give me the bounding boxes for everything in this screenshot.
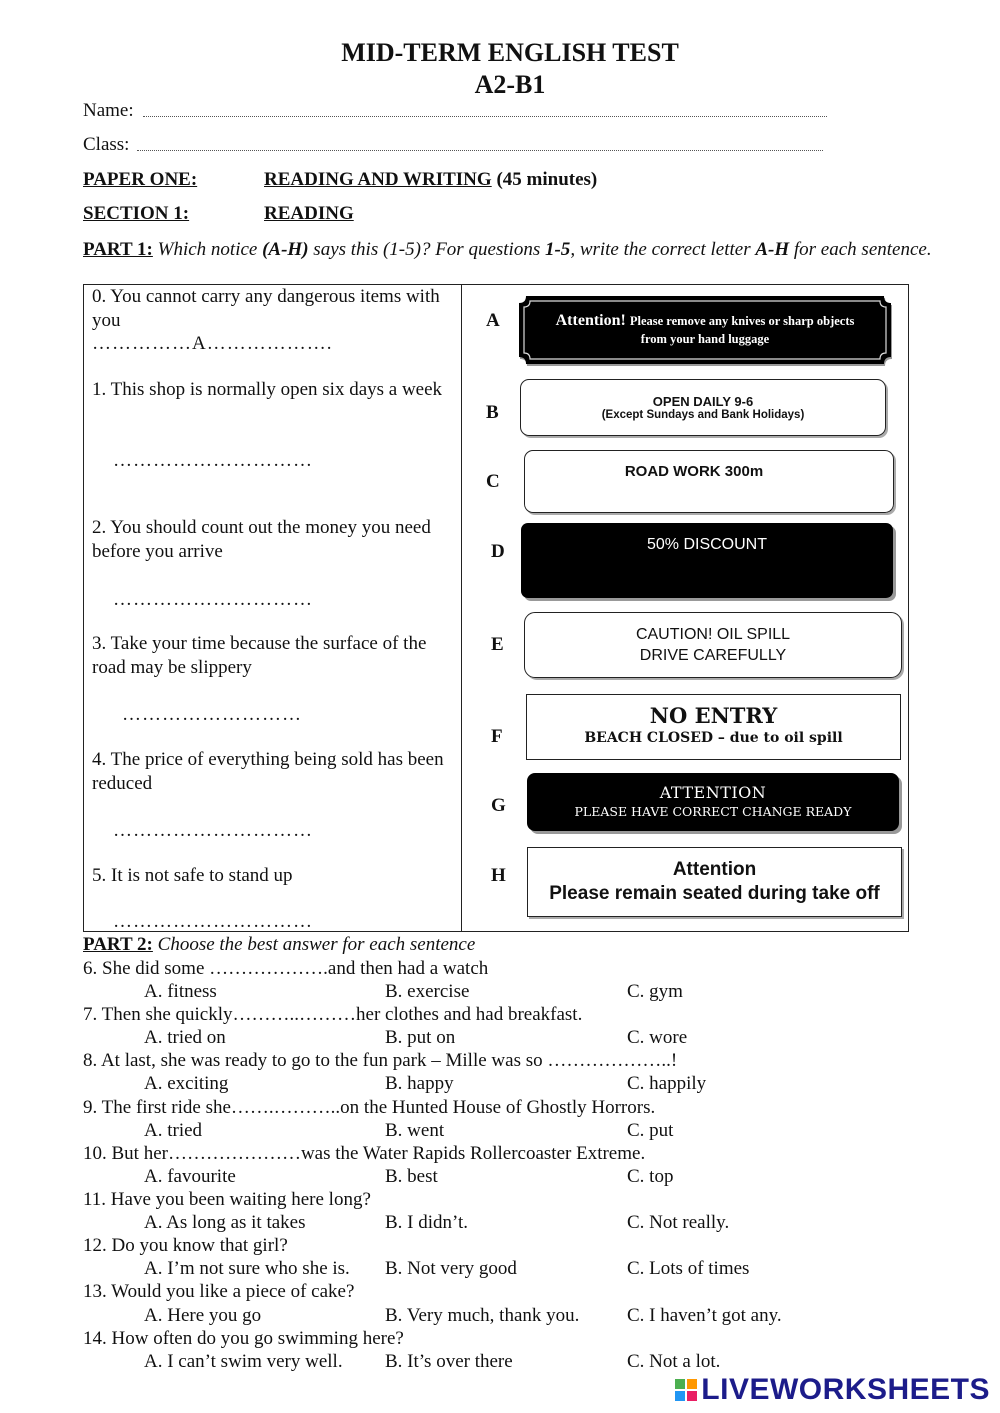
section-label: SECTION 1: — [83, 203, 190, 224]
part1-instruction — [83, 238, 941, 261]
q10-option-a[interactable]: A. favourite — [144, 1166, 236, 1187]
notice-a — [516, 293, 894, 367]
q13-option-c[interactable]: C. I haven’t got any. — [627, 1305, 782, 1326]
notice-g — [527, 773, 899, 831]
page-title: MID-TERM ENGLISH TEST — [341, 38, 679, 67]
part2-instruction — [83, 934, 475, 956]
notice-h-line2: Please remain seated during take off — [549, 883, 880, 904]
q14-option-a[interactable]: A. I can’t swim very well. — [144, 1351, 343, 1372]
example-answer: ……………A………………. — [92, 333, 333, 354]
notice-letter-a: A — [486, 310, 500, 331]
notice-d — [521, 523, 893, 598]
part1-instr-a: Which notice — [157, 239, 258, 260]
question-1: 1. This shop is normally open six days a week — [92, 379, 443, 400]
q13-option-a[interactable]: A. Here you go — [144, 1305, 262, 1326]
part2-label: PART 2: — [83, 934, 153, 955]
answer-3-field[interactable]: ……………………… — [122, 704, 302, 725]
part1-label: PART 1: — [83, 239, 153, 260]
paper-title: READING AND WRITING — [264, 169, 492, 190]
notice-c-line1: ROAD WORK 300m — [624, 463, 764, 480]
q8-option-b[interactable]: B. happy — [385, 1073, 454, 1094]
q14-option-b[interactable]: B. It’s over there — [385, 1351, 513, 1372]
notice-b — [520, 379, 886, 436]
part1-instr-g: for each — [793, 239, 857, 260]
q9-option-a[interactable]: A. tried — [144, 1120, 203, 1141]
answer-4-field[interactable]: ………………………… — [113, 820, 313, 841]
notice-b-line1: OPEN DAILY 9-6 — [652, 394, 754, 409]
q11-option-b[interactable]: B. I didn’t. — [385, 1212, 469, 1233]
notice-h — [527, 847, 902, 917]
level-title: A2-B1 — [474, 70, 546, 99]
section-title: READING — [264, 203, 354, 224]
notice-f-line1: NO ENTRY — [649, 703, 778, 728]
q12-option-b[interactable]: B. Not very good — [385, 1258, 517, 1279]
part1-instr-h: sentence. — [861, 239, 932, 260]
q8-option-a[interactable]: A. exciting — [144, 1073, 229, 1094]
notice-g-line2: PLEASE HAVE CORRECT CHANGE READY — [574, 804, 852, 819]
part1-instr-c: says this (1-5)? For questions — [313, 239, 541, 260]
q9-option-c[interactable]: C. put — [627, 1120, 674, 1141]
notice-f-line2: BEACH CLOSED – due to oil spill — [584, 730, 843, 746]
part1-instr-e: , write the correct letter — [570, 239, 751, 260]
question-9: 9. The first ride she…….………..on the Hunted House of Ghostly Horrors. — [83, 1097, 656, 1118]
notice-f — [526, 694, 901, 760]
liveworksheets-icon — [675, 1379, 697, 1401]
class-field[interactable] — [137, 150, 823, 151]
q6-option-a[interactable]: A. fitness — [144, 981, 217, 1002]
q9-option-b[interactable]: B. went — [385, 1120, 445, 1141]
part2-instruction-text: Choose the best answer for each sentence — [157, 934, 476, 955]
part1-instr-d: 1-5 — [544, 239, 571, 260]
notice-letter-e: E — [491, 634, 504, 655]
paper-heading — [264, 169, 597, 191]
q7-option-b[interactable]: B. put on — [385, 1027, 456, 1048]
part1-instr-b: (A-H) — [262, 239, 309, 260]
q10-option-c[interactable]: C. top — [627, 1166, 674, 1187]
paper-label: PAPER ONE: — [83, 169, 198, 190]
q14-option-c[interactable]: C. Not a lot. — [627, 1351, 721, 1372]
notice-b-line2: (Except Sundays and Bank Holidays) — [601, 409, 805, 421]
part1-instr-f: A-H — [755, 239, 790, 260]
notice-e-line1: CAUTION! OIL SPILL — [635, 626, 791, 643]
question-13: 13. Would you like a piece of cake? — [83, 1281, 355, 1302]
q11-option-c[interactable]: C. Not really. — [627, 1212, 730, 1233]
answer-1-field[interactable]: ………………………… — [113, 450, 313, 471]
notice-e — [524, 612, 902, 678]
question-14: 14. How often do you go swimming here? — [83, 1328, 404, 1349]
notice-letter-h: H — [491, 865, 506, 886]
q7-option-a[interactable]: A. tried on — [144, 1027, 226, 1048]
notice-g-line1: ATTENTION — [659, 783, 767, 802]
q10-option-b[interactable]: B. best — [385, 1166, 438, 1187]
notice-letter-g: G — [491, 795, 506, 816]
q8-option-c[interactable]: C. happily — [627, 1073, 707, 1094]
q11-option-a[interactable]: A. As long as it takes — [144, 1212, 306, 1233]
question-11: 11. Have you been waiting here long? — [83, 1189, 371, 1210]
notice-a-text: Please remove any knives or sharp objects — [629, 314, 855, 328]
question-12: 12. Do you know that girl? — [83, 1235, 288, 1256]
q12-option-c[interactable]: C. Lots of times — [627, 1258, 750, 1279]
notice-h-line1: Attention — [672, 859, 757, 880]
notice-letter-c: C — [486, 471, 500, 492]
q6-option-b[interactable]: B. exercise — [385, 981, 470, 1002]
paper-time: (45 minutes) — [496, 169, 598, 190]
q7-option-c[interactable]: C. wore — [627, 1027, 688, 1048]
question-7: 7. Then she quickly………..………her clothes and had breakfast. — [83, 1004, 583, 1025]
q6-option-c[interactable]: C. gym — [627, 981, 683, 1002]
liveworksheets-logo-text: LIVEWORKSHEETS — [701, 1373, 990, 1406]
question-3: 3. Take your time because the surface of the road may be slippery — [92, 633, 427, 678]
notice-c — [524, 450, 894, 513]
question-6: 6. She did some ……………….and then had a watch — [83, 958, 489, 979]
notice-d-line1: 50% DISCOUNT — [646, 536, 768, 553]
question-10: 10. But her…………………was the Water Rapids Rollercoaster Extreme. — [83, 1143, 646, 1164]
notice-a-text2: from your hand luggage — [640, 332, 770, 346]
notice-letter-b: B — [486, 402, 499, 423]
question-4: 4. The price of everything being sold has been reduced — [92, 749, 444, 794]
notice-e-line2: DRIVE CAREFULLY — [639, 647, 787, 664]
example-question: 0. You cannot carry any dangerous items with you — [92, 286, 440, 331]
question-5: 5. It is not safe to stand up — [92, 865, 293, 886]
notice-letter-f: F — [491, 726, 503, 747]
question-2: 2. You should count out the money you need before you arrive — [92, 517, 431, 562]
q13-option-b[interactable]: B. Very much, thank you. — [385, 1305, 580, 1326]
liveworksheets-logo[interactable] — [675, 1373, 990, 1407]
class-label: Class: — [83, 134, 130, 155]
question-8: 8. At last, she was ready to go to the fun park – Mille was so ………………..! — [83, 1050, 678, 1071]
name-label: Name: — [83, 100, 134, 121]
name-field[interactable] — [143, 116, 827, 117]
answer-2-field[interactable]: ………………………… — [113, 589, 313, 610]
answer-5-field[interactable]: ………………………… — [113, 911, 313, 932]
notice-a-strong: Attention! — [555, 312, 626, 329]
notice-letter-d: D — [491, 541, 505, 562]
matching-divider — [461, 284, 462, 932]
q12-option-a[interactable]: A. I’m not sure who she is. — [144, 1258, 350, 1279]
